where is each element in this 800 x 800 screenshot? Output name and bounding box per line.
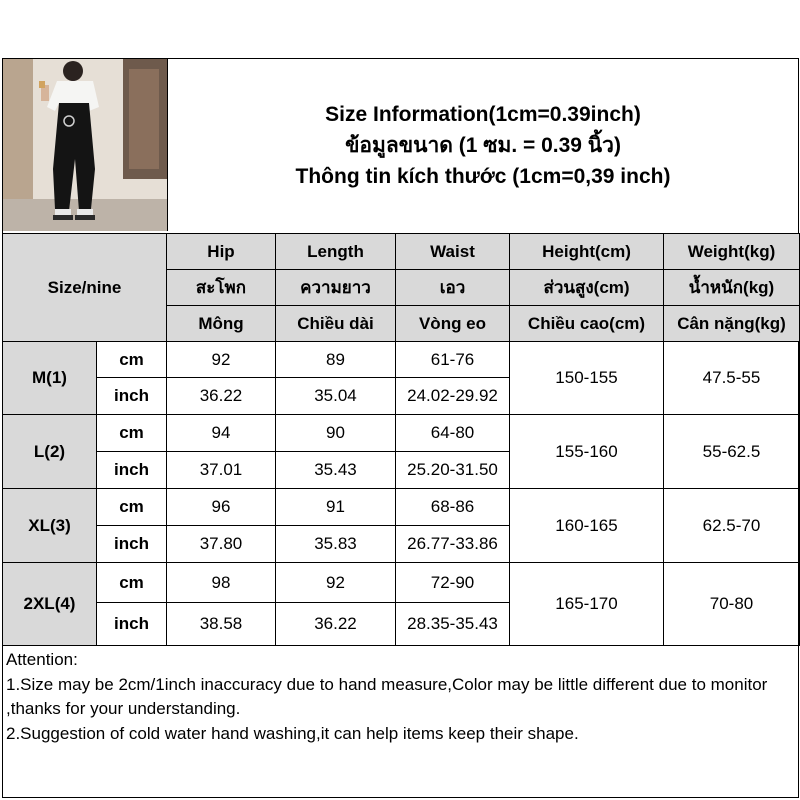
hip-cm: 94: [167, 415, 276, 452]
title-vietnamese: Thông tin kích thước (1cm=0,39 inch): [295, 164, 671, 188]
table-row: [3, 415, 800, 452]
hip-inch: 37.80: [167, 526, 276, 563]
col-header-waist-vi: Vòng eo: [396, 306, 510, 342]
col-header-height-th: ส่วนสูง(cm): [510, 270, 664, 306]
hip-inch: 36.22: [167, 378, 276, 415]
weight-range: 47.5-55: [664, 342, 800, 415]
col-header-length-th: ความยาว: [276, 270, 396, 306]
product-photo-illustration: [3, 59, 167, 231]
hip-inch: 37.01: [167, 452, 276, 489]
table-row: [3, 563, 800, 603]
length-inch: 35.83: [276, 526, 396, 563]
waist-cm: 68-86: [396, 489, 510, 526]
length-inch: 36.22: [276, 603, 396, 646]
hip-inch: 38.58: [167, 603, 276, 646]
attention-note-2: 2.Suggestion of cold water hand washing,it can help items keep their shape.: [6, 723, 579, 743]
weight-range: 70-80: [664, 563, 800, 646]
unit-label: inch: [97, 452, 167, 489]
length-cm: 90: [276, 415, 396, 452]
col-header-hip-en: Hip: [167, 234, 276, 270]
hip-cm: 92: [167, 342, 276, 378]
length-cm: 89: [276, 342, 396, 378]
size-information-title: [168, 59, 798, 231]
col-header-hip-th: สะโพก: [167, 270, 276, 306]
title-english: Size Information(1cm=0.39inch): [325, 102, 641, 126]
length-inch: 35.43: [276, 452, 396, 489]
attention-notes: [6, 648, 796, 746]
col-header-weight-vi: Cân nặng(kg): [664, 306, 800, 342]
waist-inch: 26.77-33.86: [396, 526, 510, 563]
length-inch: 35.04: [276, 378, 396, 415]
unit-label: cm: [97, 489, 167, 526]
unit-label: cm: [97, 342, 167, 378]
attention-note-1: 1.Size may be 2cm/1inch inaccuracy due to hand measure,Color may be little different due to monitor ,thanks for your understanding.: [6, 674, 768, 718]
col-header-weight-en: Weight(kg): [664, 234, 800, 270]
weight-range: 62.5-70: [664, 489, 800, 563]
length-cm: 91: [276, 489, 396, 526]
col-header-weight-th: น้ำหนัก(kg): [664, 270, 800, 306]
waist-inch: 25.20-31.50: [396, 452, 510, 489]
col-header-length-vi: Chiều dài: [276, 306, 396, 342]
unit-label: cm: [97, 415, 167, 452]
size-label: 2XL(4): [3, 563, 97, 646]
col-header-length-en: Length: [276, 234, 396, 270]
unit-label: inch: [97, 603, 167, 646]
size-corner-label: Size/nine: [3, 234, 167, 342]
hip-cm: 98: [167, 563, 276, 603]
size-table: [2, 233, 800, 646]
waist-inch: 28.35-35.43: [396, 603, 510, 646]
size-label: M(1): [3, 342, 97, 415]
unit-label: inch: [97, 378, 167, 415]
size-label: XL(3): [3, 489, 97, 563]
length-cm: 92: [276, 563, 396, 603]
waist-cm: 64-80: [396, 415, 510, 452]
unit-label: inch: [97, 526, 167, 563]
col-header-height-en: Height(cm): [510, 234, 664, 270]
col-header-hip-vi: Mông: [167, 306, 276, 342]
attention-heading: Attention:: [6, 650, 78, 669]
waist-inch: 24.02-29.92: [396, 378, 510, 415]
height-range: 160-165: [510, 489, 664, 563]
waist-cm: 61-76: [396, 342, 510, 378]
col-header-height-vi: Chiều cao(cm): [510, 306, 664, 342]
waist-cm: 72-90: [396, 563, 510, 603]
table-row: [3, 489, 800, 526]
height-range: 165-170: [510, 563, 664, 646]
unit-label: cm: [97, 563, 167, 603]
weight-range: 55-62.5: [664, 415, 800, 489]
table-row: [3, 342, 800, 378]
col-header-waist-th: เอว: [396, 270, 510, 306]
col-header-waist-en: Waist: [396, 234, 510, 270]
title-thai: ข้อมูลขนาด (1 ซม. = 0.39 นิ้ว): [345, 133, 621, 157]
product-photo: [3, 59, 168, 231]
height-range: 150-155: [510, 342, 664, 415]
hip-cm: 96: [167, 489, 276, 526]
height-range: 155-160: [510, 415, 664, 489]
size-label: L(2): [3, 415, 97, 489]
